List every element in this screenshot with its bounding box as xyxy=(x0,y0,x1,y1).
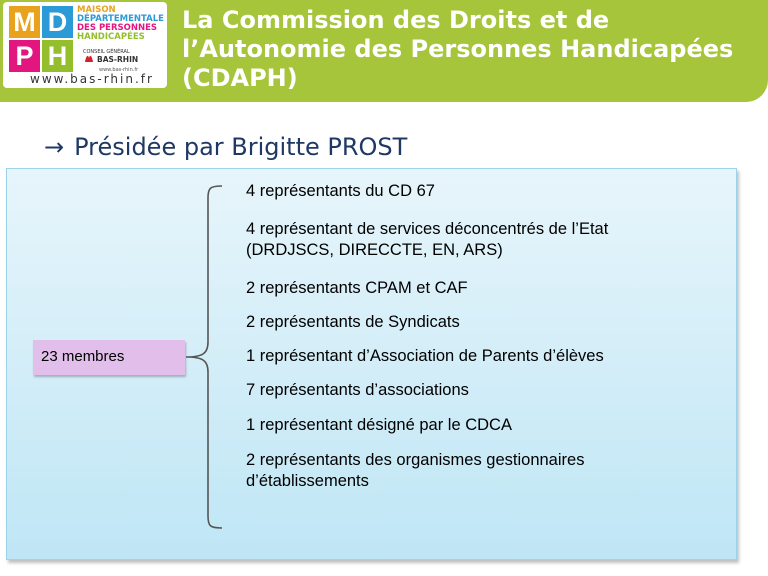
header-band xyxy=(0,0,768,102)
logo-letter-h: H xyxy=(42,40,73,72)
council-label: CONSEIL GÉNÉRAL xyxy=(83,49,130,55)
list-item: 4 représentants du CD 67 xyxy=(246,182,435,200)
list-item: 2 représentants CPAM et CAF xyxy=(246,279,468,297)
curly-brace-icon xyxy=(184,184,224,530)
logo-line-4: HANDICAPÉES xyxy=(77,32,145,42)
list-item: 2 représentants de Syndicats xyxy=(246,313,460,331)
logo-line-1: MAISON xyxy=(77,5,116,15)
region-label: BAS-RHIN xyxy=(97,55,139,64)
arrow-right-icon: → xyxy=(44,133,65,161)
subtitle xyxy=(44,133,407,161)
list-item: 1 représentant d’Association de Parents d’élèves xyxy=(246,347,604,365)
subtitle-text: Présidée par Brigitte PROST xyxy=(74,133,408,161)
site-url-link[interactable]: www.bas-rhin.fr xyxy=(30,72,154,86)
logo-letter-d: D xyxy=(42,6,73,38)
list-item: 1 représentant désigné par le CDCA xyxy=(246,416,512,434)
logo-text xyxy=(77,6,167,42)
logo-small-url: www.bas-rhin.fr xyxy=(99,67,139,73)
page-title: La Commission des Droits et de l’Autonomie des Personnes Handicapées (CDAPH) xyxy=(182,6,734,92)
list-item: 7 représentants d’associations xyxy=(246,381,469,399)
logo-letter-p: P xyxy=(9,40,40,72)
list-item: 2 représentants des organismes gestionnaires d’établissements xyxy=(246,451,585,490)
list-item: 4 représentant de services déconcentrés de l’Etat (DRDJSCS, DIRECCTE, EN, ARS) xyxy=(246,220,609,259)
members-count-box: 23 membres xyxy=(33,340,185,375)
logo-line-3: DES PERSONNES xyxy=(77,23,158,33)
bas-rhin-emblem-icon xyxy=(83,52,95,64)
logo-line-2: DÉPARTEMENTALE xyxy=(77,14,164,24)
logo-letter-m: M xyxy=(9,6,40,38)
